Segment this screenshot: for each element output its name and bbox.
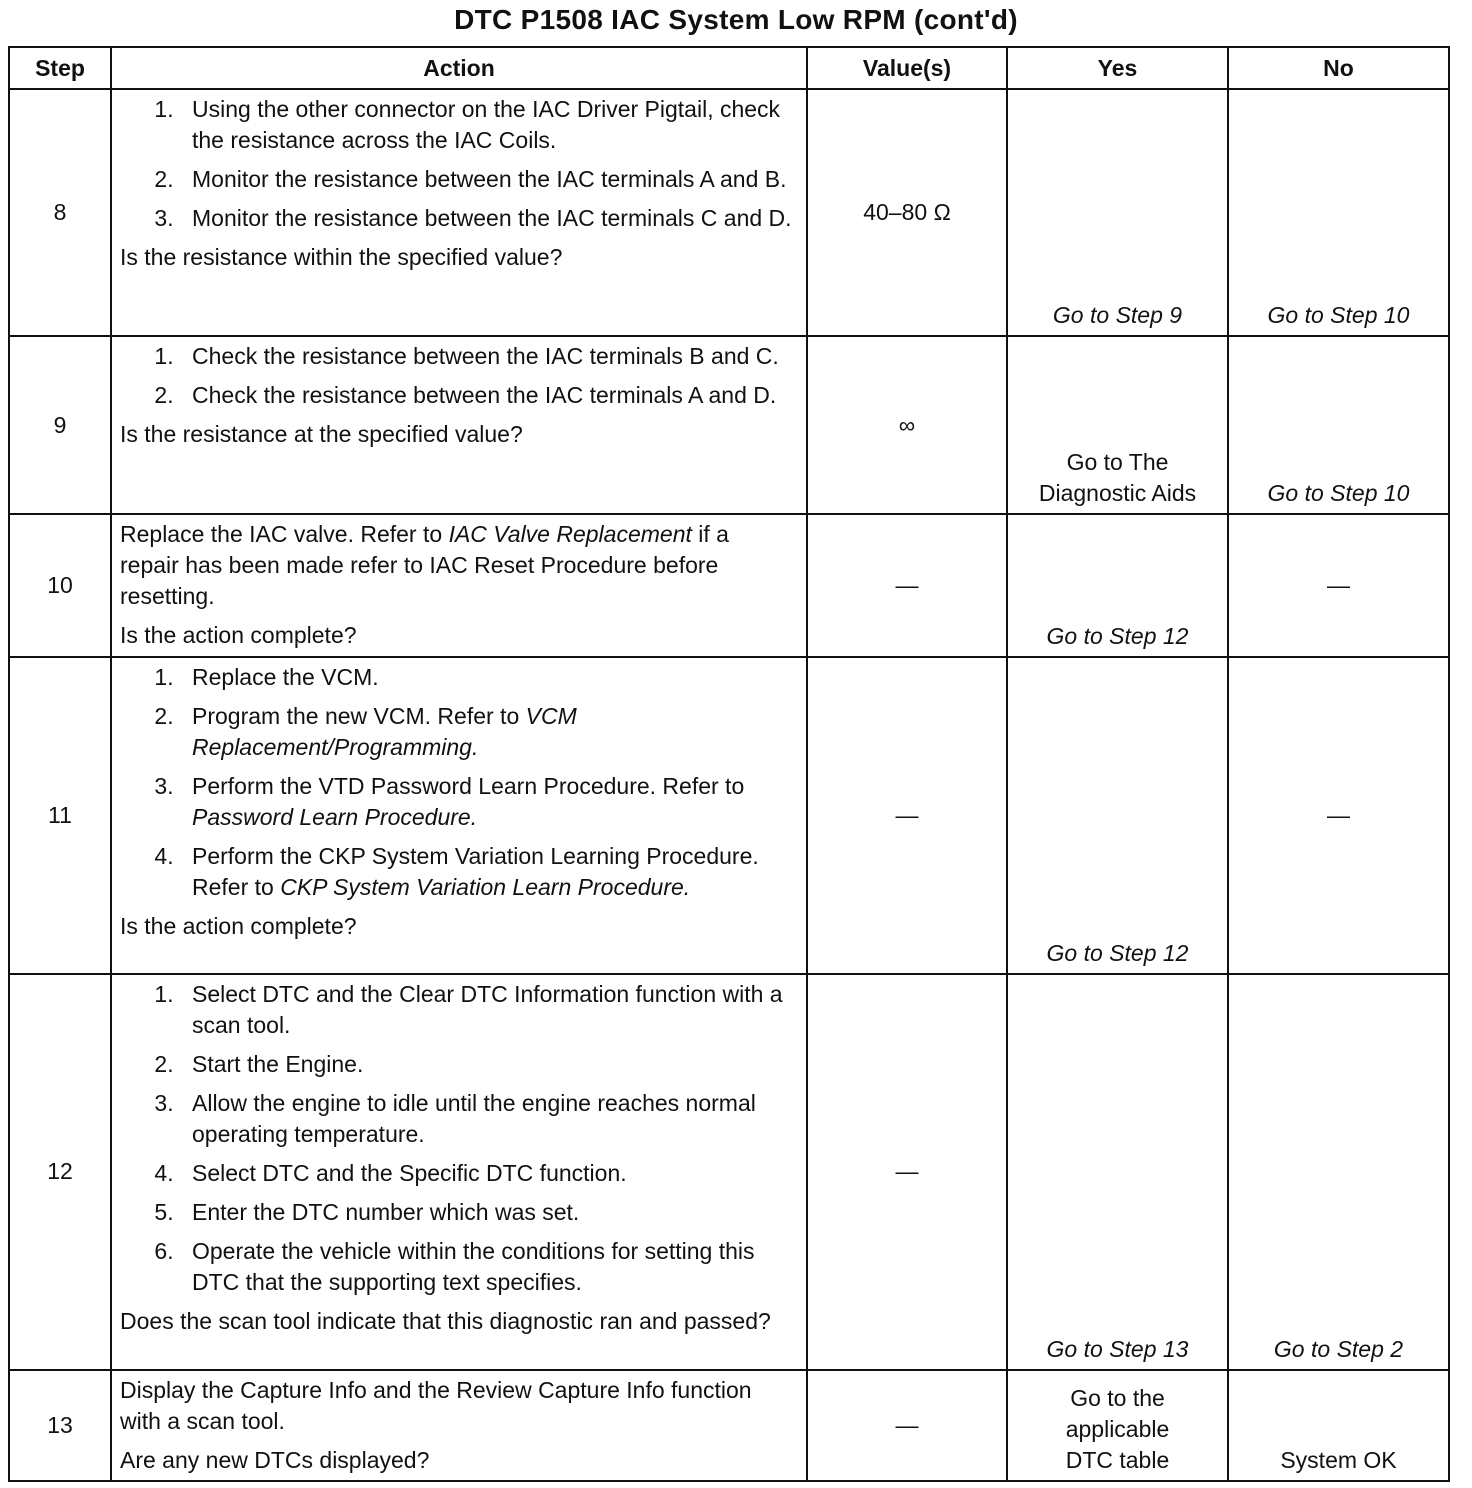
yes-text: Go to Step 12 [1046,623,1189,650]
action-cell [111,657,807,973]
action-item [180,841,792,903]
action-item: 6. Operate the vehicle within the conditions for setting this DTC that the supporting text specifies. [180,1236,792,1298]
yes-cell [1007,657,1228,973]
action-reference: VCM Replacement/Programming. [192,703,577,761]
value-cell: — [807,1370,1007,1481]
step-number: 12 [9,974,111,1370]
action-item: 4. Select DTC and the Specific DTC function. [180,1158,792,1189]
action-text: Display the Capture Info and the Review Capture Info function with a scan tool. [120,1376,752,1434]
action-item: 5. Enter the DTC number which was set. [180,1197,792,1228]
step-number: 8 [9,89,111,336]
action-item: 2. Check the resistance between the IAC terminals A and D. [180,380,792,411]
action-question: Is the action complete? [120,913,357,940]
action-item-text: Program the new VCM. Refer to [192,703,526,730]
yes-cell [1007,336,1228,514]
no-cell: — [1228,657,1449,973]
action-cell [111,1370,807,1481]
yes-cell [1007,514,1228,657]
action-reference: IAC Valve Replacement [448,521,692,548]
step-number: 10 [9,514,111,657]
table-row [9,974,1449,1370]
yes-text: Go to Step 9 [1052,302,1183,329]
value-cell: — [807,657,1007,973]
action-item: 1. Check the resistance between the IAC terminals B and C. [180,341,792,372]
step-number: 9 [9,336,111,514]
header-step: Step [9,47,111,89]
no-cell: — [1228,514,1449,657]
step-number: 11 [9,657,111,973]
action-question: Are any new DTCs displayed? [120,1446,430,1473]
table-row [9,657,1449,973]
action-reference: CKP System Variation Learn Procedure. [280,874,691,901]
action-text-part: if a repair has been made refer to IAC Reset Procedure before resetting. [120,521,729,610]
action-cell [111,336,807,514]
yes-cell [1007,1370,1228,1481]
no-cell [1228,336,1449,514]
table-row [9,1370,1449,1481]
action-cell [111,974,807,1370]
table-row [9,336,1449,514]
action-question: Does the scan tool indicate that this diagnostic ran and passed? [120,1307,771,1334]
action-item [180,701,792,763]
header-values: Value(s) [807,47,1007,89]
action-item: 2. Monitor the resistance between the IAC terminals A and B. [180,164,792,195]
action-reference: Password Learn Procedure. [192,804,478,831]
yes-text: Go to Step 13 [1046,1335,1189,1362]
action-item-text: Replace the VCM. [192,664,379,691]
no-cell [1228,974,1449,1370]
yes-cell [1007,974,1228,1370]
value-cell: — [807,514,1007,657]
value-cell: ∞ [807,336,1007,514]
action-item: 3. Allow the engine to idle until the engine reaches normal operating temperature. [180,1088,792,1150]
no-text: Go to Step 10 [1267,480,1410,507]
header-row [9,47,1449,89]
action-item: 1. Select DTC and the Clear DTC Information function with a scan tool. [180,979,792,1041]
action-question: Is the resistance within the specified value? [120,244,563,271]
value-cell: 40–80 Ω [807,89,1007,336]
action-question: Is the resistance at the specified value? [120,421,523,448]
no-text: System OK [1280,1447,1397,1473]
action-cell [111,89,807,336]
action-item-text: Perform the VTD Password Learn Procedure. Refer to [192,773,745,800]
yes-text: Go to the applicable DTC table [1065,1385,1170,1473]
action-cell [111,514,807,657]
action-item: 3. Monitor the resistance between the IAC terminals C and D. [180,203,792,234]
diagnostic-table [8,46,1450,1482]
action-item-text: Perform the CKP System Variation Learning Procedure. Refer to [192,843,759,901]
header-yes: Yes [1007,47,1228,89]
yes-text: Go to Step 12 [1046,939,1189,966]
action-item [180,662,792,693]
value-cell: — [807,974,1007,1370]
no-cell [1228,89,1449,336]
action-item [180,771,792,833]
no-cell [1228,1370,1449,1481]
action-item: 2. Start the Engine. [180,1049,792,1080]
action-text-part: Replace the IAC valve. Refer to [120,521,449,548]
action-item: 1. Using the other connector on the IAC Driver Pigtail, check the resistance across the IAC Coils. [180,94,792,156]
table-row [9,89,1449,336]
no-text: Go to Step 10 [1267,302,1410,329]
yes-text: Go to The Diagnostic Aids [1038,449,1197,507]
no-text: Go to Step 2 [1273,1335,1404,1362]
header-action: Action [111,47,807,89]
action-text [120,519,792,612]
page-title: DTC P1508 IAC System Low RPM (cont'd) [454,4,1018,35]
action-question: Is the action complete? [120,622,357,649]
yes-cell [1007,89,1228,336]
table-row [9,514,1449,657]
header-no: No [1228,47,1449,89]
step-number: 13 [9,1370,111,1481]
